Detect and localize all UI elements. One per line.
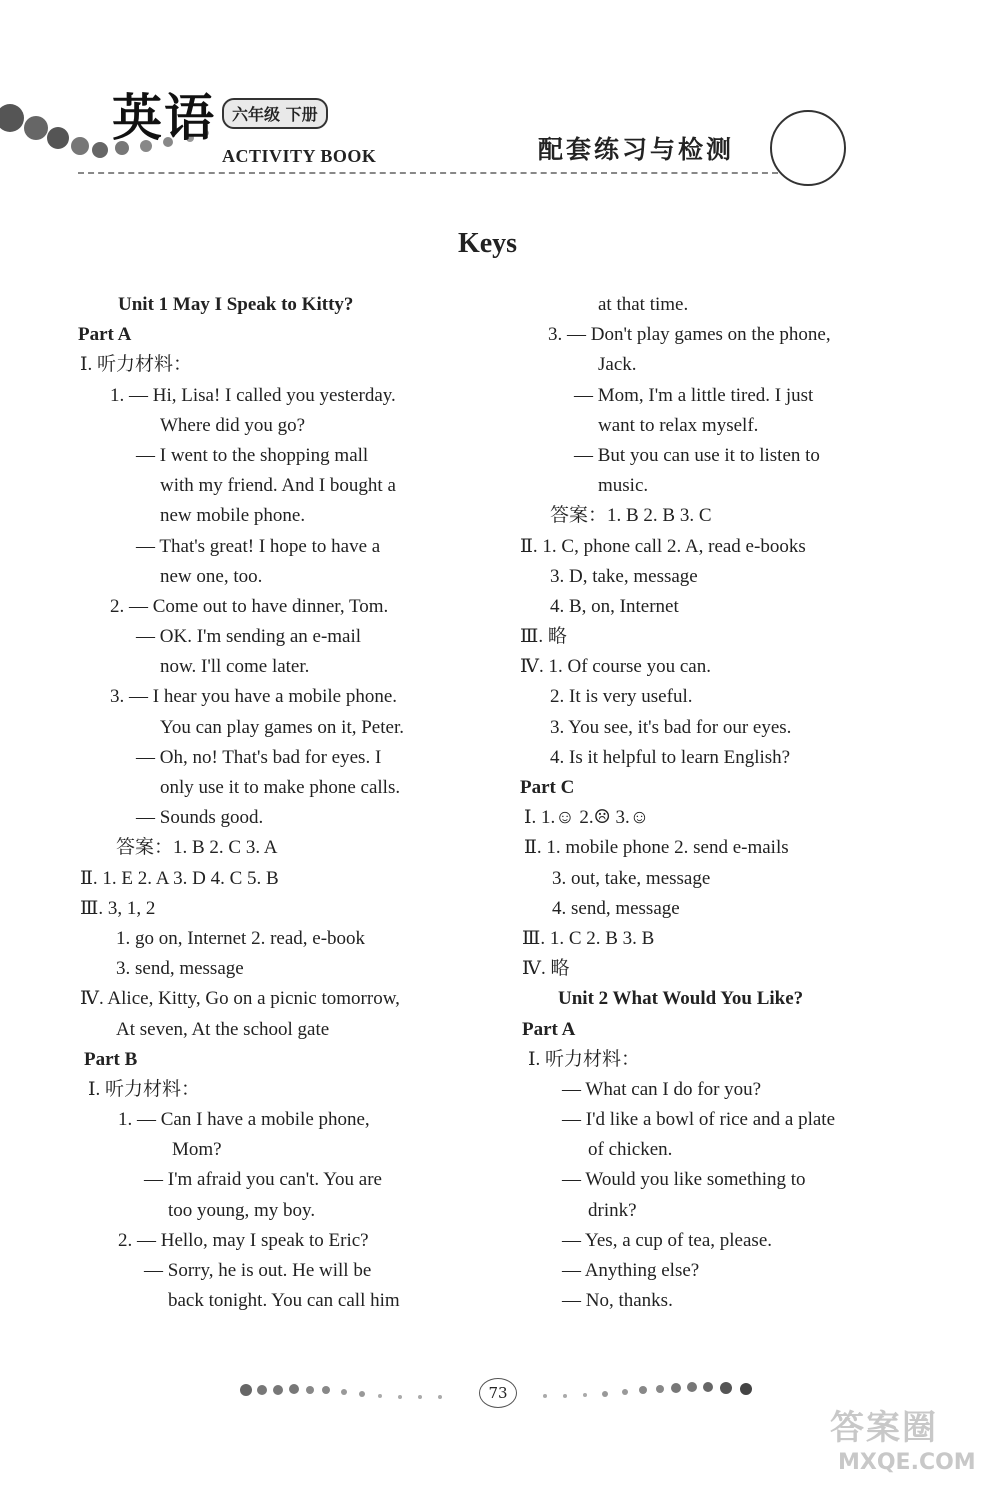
answer-line: of chicken.: [588, 1139, 673, 1161]
section-heading: Unit 1 May I Speak to Kitty?: [118, 294, 354, 315]
bead-dot: [438, 1395, 442, 1399]
bead-dot: [47, 127, 69, 149]
bead-dot: [671, 1383, 681, 1393]
answer-line: new one, too.: [160, 565, 263, 587]
answer-line: — Mom, I'm a little tired. I just: [574, 384, 814, 406]
bead-dot: [359, 1391, 365, 1397]
section-heading: Part B: [84, 1048, 138, 1070]
answer-line: — Sorry, he is out. He will be: [144, 1260, 372, 1281]
answer-line: Where did you go?: [160, 414, 306, 436]
bead-dot: [0, 104, 24, 132]
bead-dot: [687, 1382, 697, 1392]
answer-line: — I'm afraid you can't. You are: [144, 1169, 382, 1191]
answer-line: — I'd like a bowl of rice and a plate: [562, 1109, 836, 1131]
answer-line: — Anything else?: [562, 1260, 700, 1281]
book-label: ACTIVITY BOOK: [222, 146, 377, 166]
header-circle-ornament: [770, 110, 846, 186]
bead-dot: [378, 1394, 382, 1398]
page-number: 73: [479, 1378, 517, 1408]
answer-line: 3. — I hear you have a mobile phone.: [110, 686, 398, 708]
answer-line: only use it to make phone calls.: [160, 777, 401, 798]
bead-dot: [289, 1384, 299, 1394]
answer-line: now. I'll come later.: [160, 656, 310, 678]
answer-line: 4. send, message: [552, 897, 680, 919]
section-heading: Unit 2 What Would You Like?: [558, 988, 804, 1010]
answer-line: Ⅳ. 1. Of course you can.: [520, 656, 711, 678]
answer-line: — Yes, a cup of tea, please.: [562, 1229, 773, 1251]
answer-line: Ⅱ. 1. E 2. A 3. D 4. C 5. B: [80, 867, 279, 889]
answer-line: Jack.: [598, 354, 637, 376]
answer-line: 1. — Hi, Lisa! I called you yesterday.: [110, 384, 396, 406]
answer-line: 3. — Don't play games on the phone,: [548, 324, 831, 346]
answer-line: Ⅲ. 1. C 2. B 3. B: [522, 927, 655, 949]
answer-line: Ⅲ. 略: [520, 626, 567, 648]
answer-line: drink?: [588, 1199, 637, 1221]
bead-dot: [24, 116, 48, 140]
answer-line: at that time.: [598, 294, 689, 315]
watermark-url: MXQE.COM: [838, 1450, 976, 1475]
answer-line: Ⅲ. 3, 1, 2: [80, 897, 156, 919]
bead-dot: [418, 1395, 422, 1399]
answer-column-right: [520, 290, 960, 1316]
answer-line: — That's great! I hope to have a: [136, 535, 381, 557]
subject-title: 英语: [112, 89, 216, 147]
answer-line: Ⅱ. 1. C, phone call 2. A, read e-books: [520, 535, 806, 557]
answer-line: — Oh, no! That's bad for eyes. I: [136, 746, 382, 768]
answer-line: with my friend. And I bought a: [160, 475, 396, 497]
bead-dot: [273, 1385, 283, 1395]
section-heading: Part C: [520, 777, 575, 798]
answer-line: 2. It is very useful.: [550, 686, 693, 708]
bead-dot: [240, 1384, 252, 1396]
answer-line: 3. D, take, message: [550, 565, 698, 587]
answer-line: At seven, At the school gate: [116, 1018, 330, 1040]
answer-line: — I went to the shopping mall: [136, 444, 369, 466]
answer-line: Ⅱ. 1. mobile phone 2. send e-mails: [524, 837, 789, 859]
answer-line: — But you can use it to listen to: [574, 444, 820, 466]
answer-line: back tonight. You can call him: [168, 1290, 400, 1312]
answer-column-left: [78, 290, 498, 1316]
answer-line: — Would you like something to: [562, 1169, 806, 1191]
bead-dot: [341, 1389, 347, 1395]
answer-line: 3. out, take, message: [552, 867, 711, 889]
answer-line: 4. Is it helpful to learn English?: [550, 746, 791, 768]
answer-line: Ⅰ. 听力材料：: [528, 1048, 641, 1070]
answer-line: You can play games on it, Peter.: [160, 716, 404, 738]
bead-dot: [703, 1382, 713, 1392]
answer-line: new mobile phone.: [160, 505, 306, 527]
bead-dot: [622, 1389, 628, 1395]
bead-dot: [563, 1394, 567, 1398]
answer-line: too young, my boy.: [168, 1199, 316, 1221]
answer-line: 答案：1. B 2. C 3. A: [116, 837, 278, 859]
bead-dot: [656, 1385, 664, 1393]
bead-dot: [602, 1391, 608, 1397]
answer-line: — OK. I'm sending an e-mail: [136, 626, 362, 648]
bead-dot: [92, 142, 108, 158]
bead-dot: [639, 1386, 647, 1394]
header-divider: [78, 172, 778, 174]
answer-line: 4. B, on, Internet: [550, 595, 679, 617]
bead-dot: [583, 1393, 587, 1397]
answer-line: Mom?: [172, 1139, 222, 1161]
bead-dot: [740, 1383, 752, 1395]
answer-line: 答案：1. B 2. B 3. C: [550, 505, 712, 527]
bead-dot: [71, 137, 89, 155]
answer-line: 3. You see, it's bad for our eyes.: [550, 716, 792, 738]
bead-dot: [257, 1385, 267, 1395]
answer-line: 1. — Can I have a mobile phone,: [118, 1109, 370, 1131]
answer-line: — Sounds good.: [136, 807, 264, 829]
answer-line: music.: [598, 475, 649, 497]
section-heading: Part A: [522, 1018, 576, 1040]
bead-dot: [322, 1386, 330, 1394]
grade-badge: 六年级 下册: [222, 98, 328, 129]
bead-dot: [543, 1394, 547, 1398]
bead-dot: [398, 1395, 402, 1399]
answer-line: 3. send, message: [116, 958, 244, 980]
answer-line: — No, thanks.: [562, 1290, 673, 1312]
section-heading: Part A: [78, 324, 132, 346]
answer-line: 2. — Hello, may I speak to Eric?: [118, 1229, 369, 1251]
answer-line: Ⅰ. 1.☺ 2.☹ 3.☺: [524, 807, 650, 829]
bead-dot: [720, 1382, 732, 1394]
answer-line: 2. — Come out to have dinner, Tom.: [110, 595, 389, 617]
page-title: Keys: [457, 228, 518, 259]
answer-line: Ⅰ. 听力材料：: [80, 354, 193, 376]
series-title: 配套练习与检测: [538, 135, 735, 164]
watermark-logo: 答案圈: [830, 1408, 938, 1448]
bead-dot: [306, 1386, 314, 1394]
answer-line: 1. go on, Internet 2. read, e-book: [116, 927, 366, 949]
answer-line: Ⅳ. Alice, Kitty, Go on a picnic tomorrow,: [80, 988, 400, 1010]
answer-line: want to relax myself.: [598, 414, 759, 436]
answer-line: Ⅰ. 听力材料：: [88, 1078, 201, 1100]
answer-line: Ⅳ. 略: [522, 958, 570, 980]
answer-line: — What can I do for you?: [562, 1078, 762, 1100]
